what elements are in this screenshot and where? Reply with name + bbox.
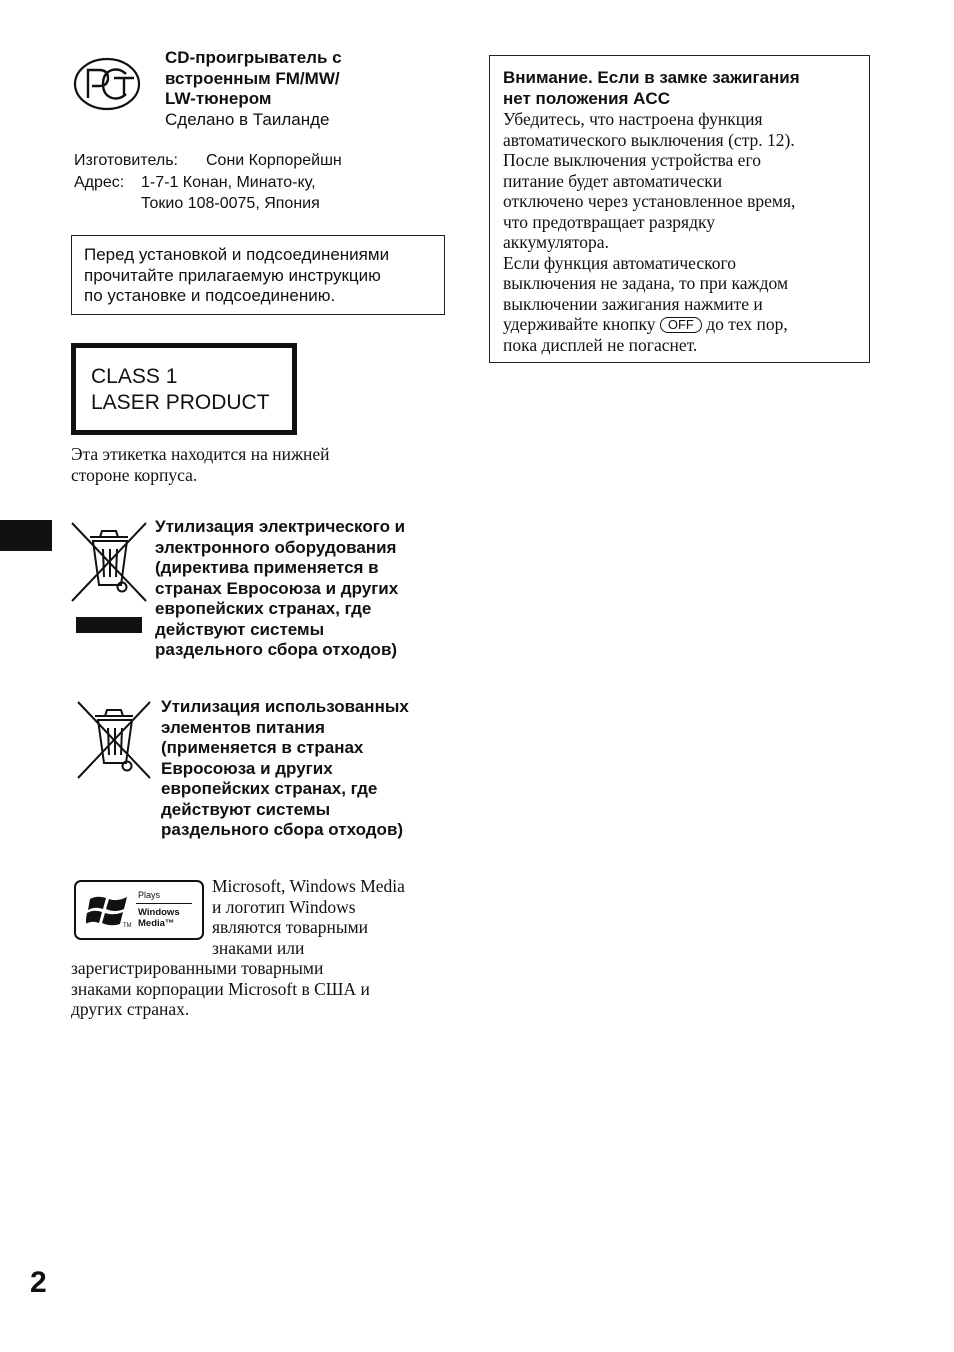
maker-value: Сони Корпорейшн [206, 152, 342, 169]
weee-line: раздельного сбора отходов) [155, 640, 398, 659]
laser-class-text: CLASS 1 [91, 365, 178, 388]
acc-body-line: автоматического выключения (стр. 12). [503, 129, 795, 150]
address-line: 1-7-1 Конан, Минато-ку, [141, 173, 316, 191]
acc-body-line: питание будет автоматически [503, 170, 723, 191]
label-note-line: стороне корпуса. [71, 465, 198, 485]
weee-line: Утилизация электрического и [155, 517, 406, 536]
off-key-label: OFF [660, 317, 702, 333]
install-note-line: прочитайте прилагаемую инструкцию [84, 265, 381, 285]
maker-label: Изготовитель: [74, 152, 178, 169]
logo-media-text: Media™ [138, 918, 175, 929]
weee-line: электронного оборудования [155, 537, 397, 557]
acc-title-line: Внимание. Если в замке зажигания [503, 68, 800, 87]
product-name-line: CD-проигрыватель с [165, 48, 342, 67]
weee-line: европейских странах, где [155, 599, 372, 618]
logo-windows-text: Windows [138, 907, 180, 918]
install-note-line: по установке и подсоединению. [84, 286, 336, 305]
ms-line: других странах. [71, 999, 190, 1019]
install-note-box [71, 235, 445, 315]
ms-line: и логотип Windows [212, 896, 356, 917]
acc-body-line [503, 314, 857, 335]
acc-body-line: отключено через установленное время, [503, 191, 796, 211]
laser-product-label [71, 343, 297, 435]
acc-notice-box [489, 55, 870, 363]
acc-body-line: что предотвращает разрядку [503, 211, 716, 232]
weee-line: европейских странах, где [161, 779, 378, 798]
crossed-out-bin-icon [70, 521, 148, 603]
ms-line: Microsoft, Windows Media [212, 876, 405, 896]
acc-body-line: Убедитесь, что настроена функция [503, 109, 763, 129]
product-name-line: LW-тюнером [165, 89, 272, 108]
weee-line: Евросоюза и других [161, 758, 333, 778]
acc-title-line: нет положения ACC [503, 88, 670, 108]
product-info [165, 48, 465, 130]
gost-r-mark-icon [72, 56, 142, 112]
ms-line: зарегистрированными товарными [71, 958, 324, 978]
address-label: Адрес: [74, 173, 125, 191]
acc-line-text: удерживайте кнопку [503, 314, 656, 334]
weee-batteries-text [161, 697, 461, 841]
weee-line: раздельного сбора отходов) [161, 820, 404, 839]
page-number: 2 [30, 1266, 47, 1299]
label-location-note [71, 444, 401, 486]
acc-body-line: выключении зажигания нажмите и [503, 293, 763, 314]
acc-notice-body [503, 109, 857, 355]
weee-line: странах Евросоюза и других [155, 578, 399, 598]
microsoft-trademark-text [212, 876, 452, 958]
ms-line: знаками или [212, 937, 305, 958]
weee-line: (директива применяется в [155, 558, 379, 577]
logo-plays-text: Plays [138, 890, 161, 900]
ms-line: знаками корпорации Microsoft в США и [71, 978, 370, 999]
acc-body-line: Если функция автоматического [503, 252, 736, 273]
weee-line: действуют системы [155, 619, 325, 639]
ms-line: являются товарными [212, 917, 369, 937]
made-in-text: Сделано в Таиланде [165, 109, 330, 129]
logo-tm-text: TM [123, 923, 132, 929]
acc-body-line: аккумулятора. [503, 232, 609, 252]
acc-body-line: После выключения устройства его [503, 150, 761, 170]
section-index-tab [0, 520, 52, 551]
address-line: Токио 108-0075, Япония [141, 195, 320, 212]
label-note-line: Эта этикетка находится на нижней [71, 444, 330, 464]
laser-product-text: LASER PRODUCT [91, 391, 270, 414]
manufacturer-info [74, 150, 454, 215]
weee-line: действуют системы [161, 799, 331, 819]
crossed-out-bin-icon [76, 700, 152, 780]
microsoft-trademark-text-cont [71, 958, 451, 1020]
plays-windows-media-logo [74, 880, 204, 940]
install-note-line: Перед установкой и подсоединениями [84, 245, 390, 264]
acc-body-line: выключения не задана, то при каждом [503, 273, 789, 293]
logo-windows-media-text [138, 907, 180, 929]
weee-line: (применяется в странах [161, 738, 364, 757]
acc-body-line: пока дисплей не погаснет. [503, 334, 698, 355]
acc-line-text: до тех пор, [706, 314, 788, 334]
product-name-line: встроенным FM/MW/ [165, 68, 340, 88]
logo-divider [136, 903, 192, 904]
acc-notice-title [503, 68, 857, 109]
weee-black-bar [76, 617, 142, 633]
weee-line: элементов питания [161, 717, 325, 737]
weee-electrical-text [155, 517, 455, 661]
weee-line: Утилизация использованных [161, 697, 409, 716]
